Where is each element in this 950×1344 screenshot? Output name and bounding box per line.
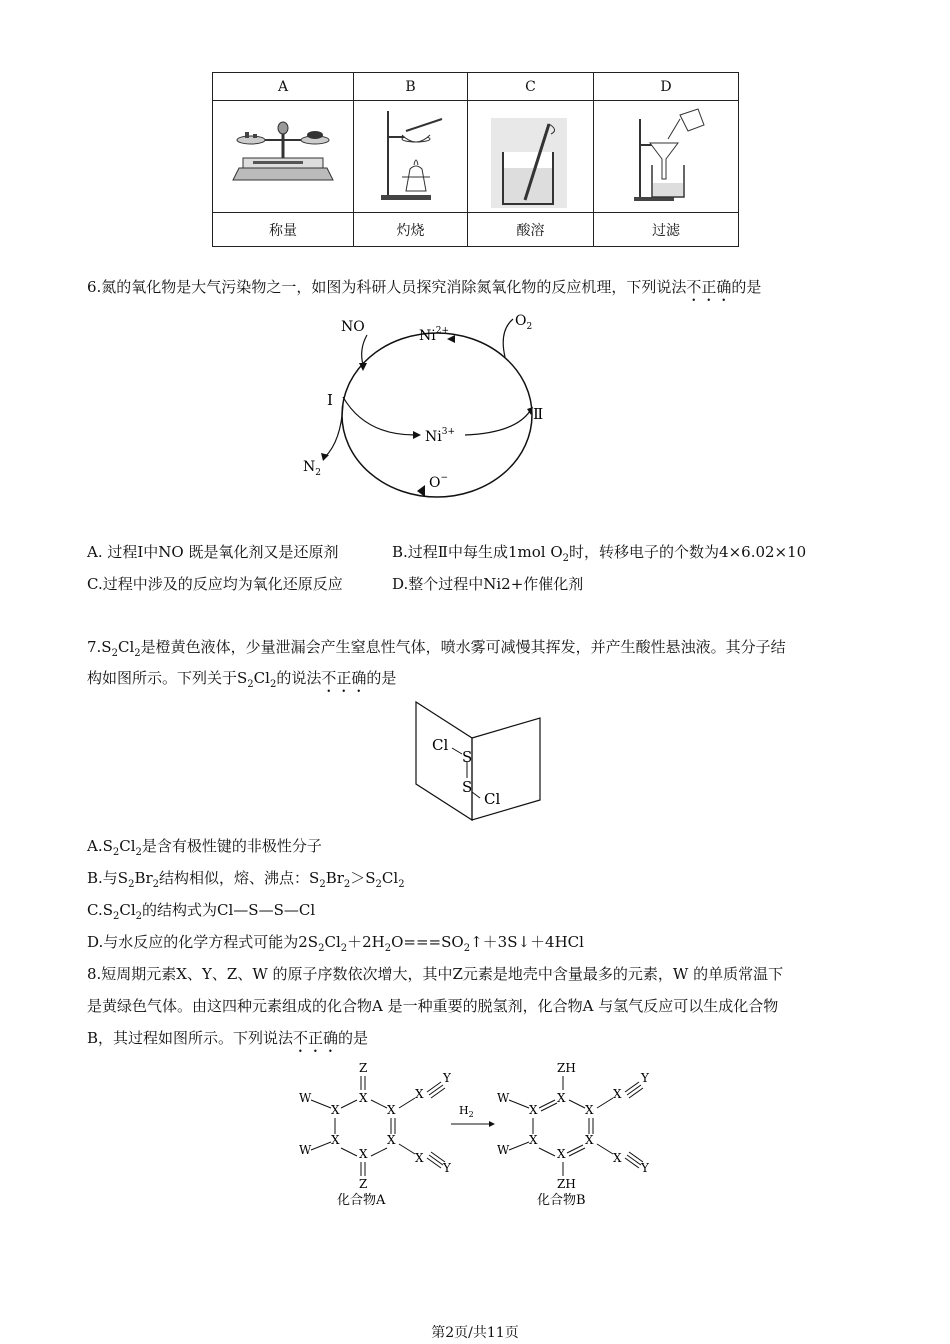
svg-text:X: X	[529, 1103, 538, 1117]
label-weigh: 称量	[213, 213, 354, 247]
svg-text:X: X	[387, 1133, 396, 1147]
svg-text:X: X	[585, 1133, 594, 1147]
q6-stem: 6.氮的氧化物是大气污染物之一，如图为科研人员探究消除氮氧化物的反应机理，下列说法不正确的是	[87, 278, 762, 296]
step-2-label: Ⅱ	[533, 405, 544, 423]
label-acid: 酸溶	[468, 213, 594, 247]
ni3-label: $Ni^{3+}$	[425, 427, 456, 445]
label-burn: 灼烧	[354, 213, 468, 247]
header-d: D	[594, 73, 739, 101]
svg-text:Y: Y	[641, 1161, 649, 1175]
q6-option-b: B.过程Ⅱ中每生成1mol $O_2$时，转移电子的个数为4×6.02×10	[392, 543, 807, 564]
compound-a-caption: 化合物A	[337, 1193, 386, 1208]
q8-stem-line3: B，其过程如图所示。下列说法不正确的是	[87, 1029, 369, 1047]
acid-dissolve-image	[468, 101, 594, 213]
svg-text:X: X	[585, 1103, 594, 1117]
compound-b	[497, 1061, 650, 1208]
svg-text:X: X	[415, 1087, 424, 1101]
svg-text:X: X	[557, 1147, 566, 1161]
svg-text:X: X	[359, 1147, 368, 1161]
svg-text:Z: Z	[359, 1177, 368, 1191]
svg-text:X: X	[613, 1151, 622, 1165]
q7-option-d: D.与水反应的化学方程式可能为$2S_2Cl_2+2H_2O===SO_2↑+3S↓+4HCl$	[87, 933, 584, 954]
cl-atom-1: Cl	[432, 736, 449, 754]
s-atom-1: S	[462, 748, 473, 766]
svg-text:Y: Y	[443, 1161, 451, 1175]
q7-emphasis: 不正确	[321, 669, 367, 687]
cl-atom-2: Cl	[484, 790, 501, 808]
o2-label: $O_2$	[515, 313, 533, 332]
svg-text:Z: Z	[359, 1061, 368, 1075]
q6-option-d: D.整个过程中Ni2+作催化剂	[392, 575, 584, 593]
s2cl2-structure-diagram	[412, 698, 547, 823]
q7-option-a: $A.S_2Cl_2$是含有极性键的非极性分子	[87, 837, 322, 858]
svg-text:W: W	[299, 1091, 312, 1105]
label-filter: 过滤	[594, 213, 739, 247]
burning-image	[354, 101, 468, 213]
svg-text:X: X	[613, 1087, 622, 1101]
svg-text:ZH: ZH	[557, 1061, 576, 1075]
q7-stem-line2: 构如图所示。下列关于$S_2Cl_2$的说法不正确的是	[87, 669, 397, 690]
compound-b-caption: 化合物B	[537, 1193, 586, 1208]
compound-a-to-b-diagram	[295, 1058, 665, 1208]
svg-text:X: X	[557, 1091, 566, 1105]
q6-option-c: C.过程中涉及的反应均为氧化还原反应	[87, 575, 343, 593]
svg-text:ZH: ZH	[557, 1177, 576, 1191]
step-1-label: I	[327, 391, 333, 409]
svg-text:X: X	[415, 1151, 424, 1165]
n2-label: $N_2$	[303, 459, 321, 478]
filter-image	[594, 101, 739, 213]
nitrogen-oxide-cycle-diagram	[295, 305, 565, 510]
svg-text:Y: Y	[443, 1071, 451, 1085]
svg-text:X: X	[331, 1103, 340, 1117]
balance-image	[213, 101, 354, 213]
q7-option-c: $C.S_2Cl_2$的结构式为Cl—S—S—Cl	[87, 901, 316, 922]
q6-option-a: A. 过程Ⅰ中NO 既是氧化剂又是还原剂	[87, 543, 339, 561]
q6-emphasis: 不正确	[686, 278, 732, 296]
o-minus-label: O−	[429, 473, 449, 491]
header-a: A	[213, 73, 354, 101]
svg-text:X: X	[387, 1103, 396, 1117]
q7-option-b: B.与$S_2Br_2$结构相似，熔、沸点：$S_2Br_2>S_2Cl_2$	[87, 869, 405, 890]
svg-text:W: W	[497, 1143, 510, 1157]
q8-stem-line2: 是黄绿色气体。由这四种元素组成的化合物A 是一种重要的脱氢剂，化合物A 与氢气反应可以生成化合物	[87, 997, 779, 1015]
svg-text:W: W	[299, 1143, 312, 1157]
svg-text:W: W	[497, 1091, 510, 1105]
svg-text:Y: Y	[641, 1071, 649, 1085]
ni2-label: $Ni^{2+}$	[419, 326, 450, 344]
svg-text:X: X	[331, 1133, 340, 1147]
svg-text:X: X	[529, 1133, 538, 1147]
q8-emphasis: 不正确	[293, 1029, 339, 1047]
no-label: NO	[341, 319, 365, 335]
page-footer: 第2页/共11页	[431, 1325, 519, 1341]
q8-stem-line1: 8.短周期元素X、Y、Z、W 的原子序数依次增大，其中Z元素是地壳中含量最多的元素，W 的单质常温下	[87, 965, 784, 983]
q7-stem-line1: $7.S_2Cl_2$是橙黄色液体，少量泄漏会产生窒息性气体，喷水雾可减慢其挥发，并产生酸性悬浊液。其分子结	[87, 638, 786, 659]
svg-text:X: X	[359, 1091, 368, 1105]
apparatus-table	[212, 72, 739, 247]
s-atom-2: S	[462, 778, 473, 796]
header-b: B	[354, 73, 468, 101]
compound-a	[299, 1061, 452, 1208]
header-c: C	[468, 73, 594, 101]
h2-label: $H_2$	[459, 1104, 474, 1119]
